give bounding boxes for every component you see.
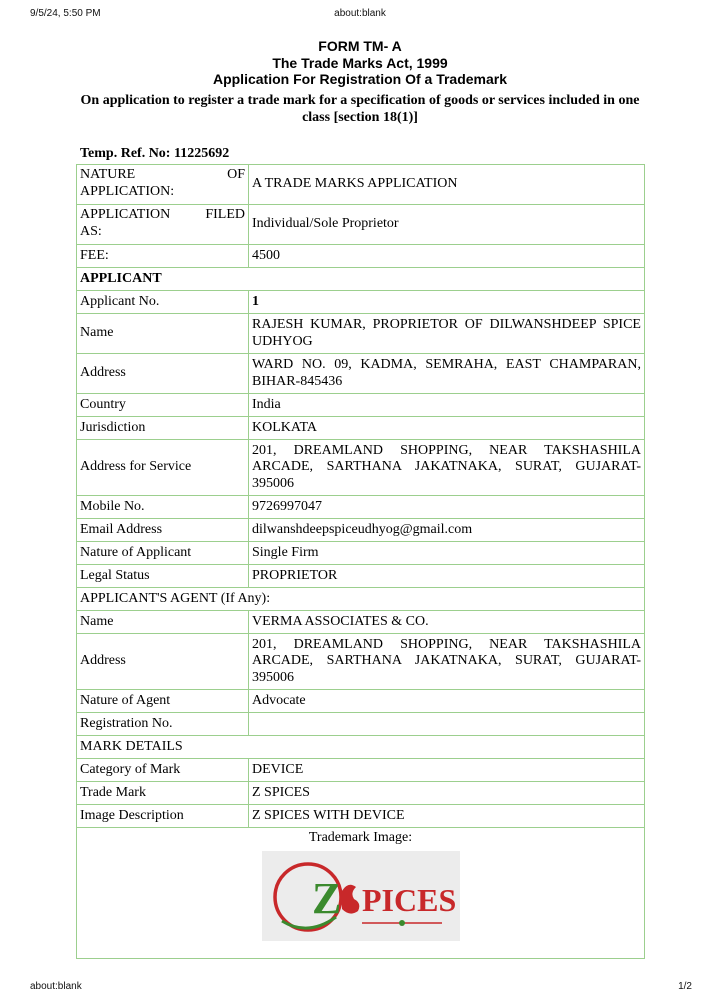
table-row — [77, 634, 645, 690]
form-number: FORM TM- A — [318, 38, 402, 54]
table-row — [77, 268, 645, 291]
table-row — [77, 354, 645, 394]
legal-status-label: Legal Status — [77, 565, 249, 588]
email-label: Email Address — [77, 519, 249, 542]
label-part: FILED — [205, 207, 245, 222]
jurisdiction-value: KOLKATA — [249, 417, 645, 440]
applicant-address-label: Address — [77, 354, 249, 394]
nature-of-agent-label: Nature of Agent — [77, 690, 249, 713]
country-label: Country — [77, 394, 249, 417]
legal-status-value: PROPRIETOR — [249, 565, 645, 588]
temp-ref-number: Temp. Ref. No: 11225692 — [80, 146, 230, 161]
trademark-logo-svg — [262, 851, 460, 941]
image-description-label: Image Description — [77, 805, 249, 828]
email-value: dilwanshdeepspiceudhyog@gmail.com — [249, 519, 645, 542]
category-of-mark-label: Category of Mark — [77, 759, 249, 782]
table-row — [77, 394, 645, 417]
agent-name-value: VERMA ASSOCIATES & CO. — [249, 611, 645, 634]
application-filed-as-label — [77, 205, 249, 245]
label-part: OF — [227, 167, 245, 182]
trademark-logo-image — [262, 851, 460, 941]
fee-value: 4500 — [249, 245, 645, 268]
label-part: AS: — [80, 223, 102, 239]
form-heading: Application For Registration Of a Trademark — [212, 71, 508, 87]
table-row — [77, 205, 645, 245]
mobile-value: 9726997047 — [249, 496, 645, 519]
table-row — [77, 828, 645, 959]
applicant-address-value: WARD NO. 09, KADMA, SEMRAHA, EAST CHAMPARAN, BIHAR-845436 — [249, 354, 645, 394]
agent-address-value: 201, DREAMLAND SHOPPING, NEAR TAKSHASHILA ARCADE, SARTHANA JAKATNAKA, SURAT, GUJARAT-395006 — [249, 634, 645, 690]
applicant-name-value: RAJESH KUMAR, PROPRIETOR OF DILWANSHDEEP SPICE UDHYOG — [249, 314, 645, 354]
logo-z-letter: Z — [311, 873, 341, 923]
table-row — [77, 440, 645, 496]
agent-name-label: Name — [77, 611, 249, 634]
page-number: 1/2 — [678, 981, 692, 992]
mobile-label: Mobile No. — [77, 496, 249, 519]
label-part: NATURE — [80, 167, 136, 182]
form-subtitle: On application to register a trade mark for a specification of goods or services included in one class [section 18(1)] — [80, 93, 640, 125]
nature-of-application-label — [77, 165, 249, 205]
agent-section-heading: APPLICANT'S AGENT (If Any): — [77, 588, 645, 611]
category-of-mark-value: DEVICE — [249, 759, 645, 782]
table-row — [77, 690, 645, 713]
browser-datetime: 9/5/24, 5:50 PM — [30, 8, 101, 19]
logo-chili-icon — [342, 884, 359, 913]
mark-section-heading: MARK DETAILS — [77, 736, 645, 759]
application-filed-as-value: Individual/Sole Proprietor — [249, 205, 645, 245]
applicant-no-label: Applicant No. — [77, 291, 249, 314]
jurisdiction-label: Jurisdiction — [77, 417, 249, 440]
table-row — [77, 736, 645, 759]
table-row — [77, 542, 645, 565]
table-row — [77, 291, 645, 314]
form-title-block — [0, 38, 720, 88]
table-row — [77, 759, 645, 782]
applicant-name-label: Name — [77, 314, 249, 354]
act-name: The Trade Marks Act, 1999 — [272, 54, 448, 71]
applicant-no-value: 1 — [249, 291, 645, 314]
address-for-service-label: Address for Service — [77, 440, 249, 496]
table-row — [77, 496, 645, 519]
label-part: APPLICATION — [80, 207, 171, 222]
country-value: India — [249, 394, 645, 417]
nature-of-application-value: A TRADE MARKS APPLICATION — [249, 165, 645, 205]
nature-of-applicant-value: Single Firm — [249, 542, 645, 565]
trademark-image-caption: Trademark Image: — [308, 830, 413, 845]
nature-of-agent-value: Advocate — [249, 690, 645, 713]
address-for-service-value: 201, DREAMLAND SHOPPING, NEAR TAKSHASHILA ARCADE, SARTHANA JAKATNAKA, SURAT, GUJARAT-395006 — [249, 440, 645, 496]
trademark-image-cell — [77, 828, 645, 959]
table-row — [77, 314, 645, 354]
registration-no-label: Registration No. — [77, 713, 249, 736]
logo-ornament — [399, 920, 405, 926]
table-row — [77, 805, 645, 828]
application-table — [76, 164, 645, 959]
table-row — [77, 565, 645, 588]
table-row — [77, 713, 645, 736]
browser-page-title: about:blank — [334, 8, 386, 19]
table-row — [77, 519, 645, 542]
table-row — [77, 782, 645, 805]
nature-of-applicant-label: Nature of Applicant — [77, 542, 249, 565]
table-row — [77, 245, 645, 268]
trade-mark-value: Z SPICES — [249, 782, 645, 805]
fee-label: FEE: — [77, 245, 249, 268]
table-row — [77, 165, 645, 205]
table-row — [77, 417, 645, 440]
table-row — [77, 611, 645, 634]
image-description-value: Z SPICES WITH DEVICE — [249, 805, 645, 828]
applicant-section-heading: APPLICANT — [77, 268, 645, 291]
agent-address-label: Address — [77, 634, 249, 690]
label-part: APPLICATION: — [80, 183, 175, 199]
logo-text: PICES — [361, 881, 456, 918]
table-row — [77, 588, 645, 611]
trade-mark-label: Trade Mark — [77, 782, 249, 805]
registration-no-value — [249, 713, 645, 736]
footer-url: about:blank — [30, 981, 82, 992]
